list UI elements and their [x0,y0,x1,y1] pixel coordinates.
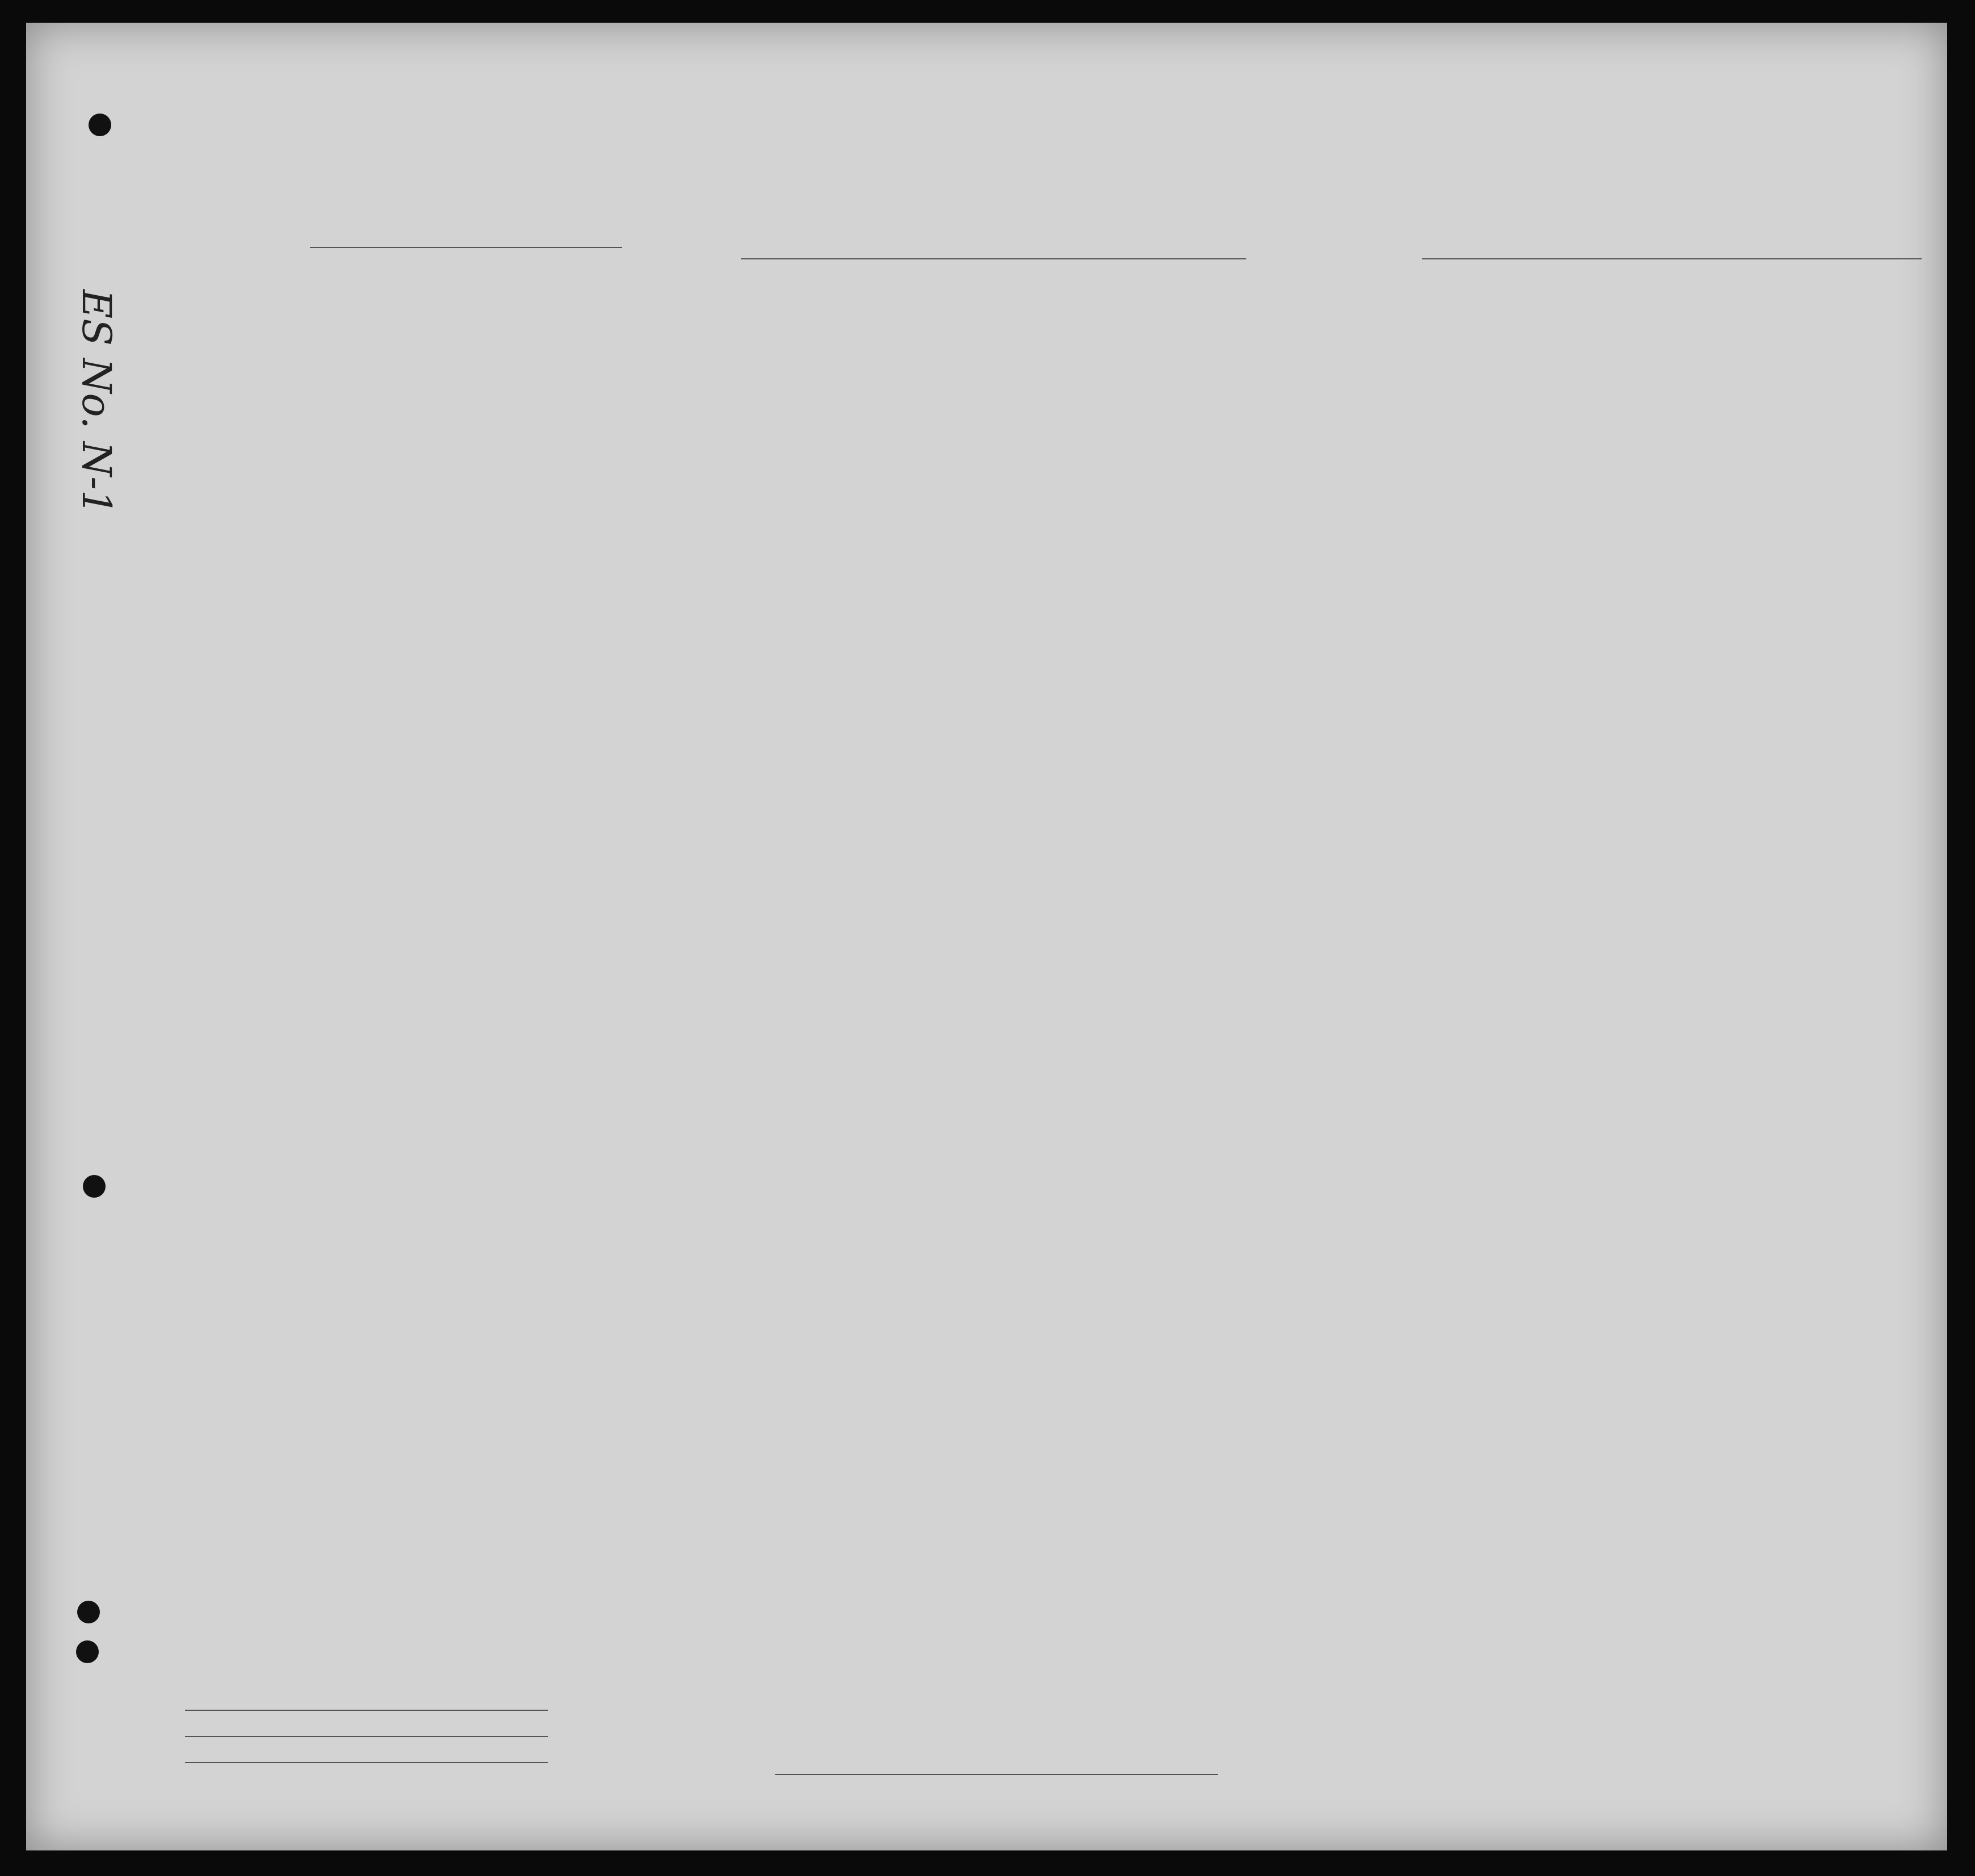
signature-underline [775,1774,1218,1775]
margin-annotation [49,267,120,891]
line-underline [185,1710,548,1711]
owners-underline [185,1736,548,1737]
svg-text:ES No. N-1: ES No. N-1 [73,289,120,515]
table-grid [26,23,1947,1850]
binder-hole [76,1640,99,1663]
manifest-sheet [26,23,1947,1850]
agents-underline [185,1762,548,1763]
binder-hole [83,1175,106,1198]
binder-hole [89,114,111,136]
binder-hole [77,1601,100,1623]
